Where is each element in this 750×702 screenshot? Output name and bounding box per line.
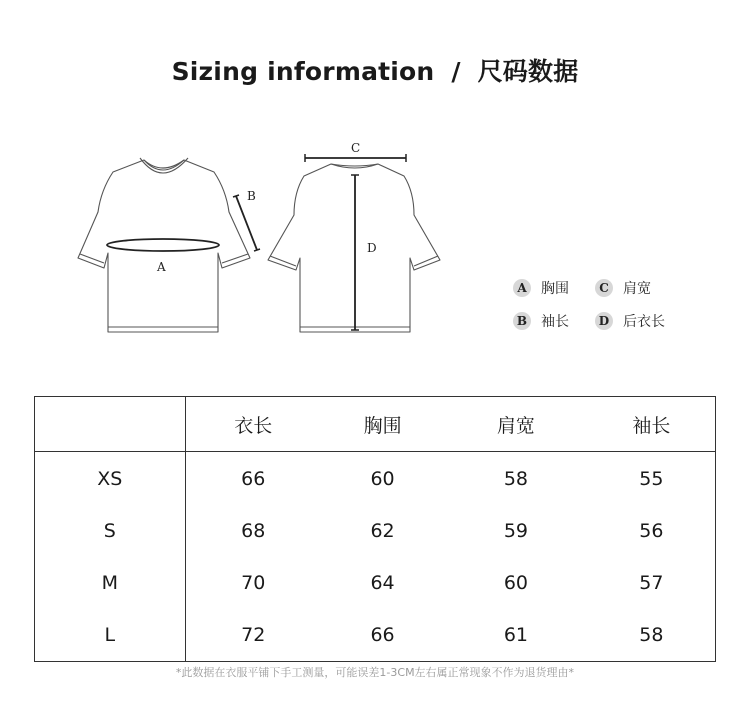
table-cell: 58 bbox=[639, 624, 664, 646]
marker-d: D bbox=[367, 241, 377, 255]
size-label-cell: L bbox=[35, 609, 186, 662]
legend-badge: B bbox=[513, 312, 531, 330]
legend-label: 后衣长 bbox=[623, 314, 665, 330]
legend-label: 肩宽 bbox=[623, 281, 651, 297]
table-row bbox=[35, 452, 716, 506]
table-header-cell bbox=[35, 397, 186, 452]
marker-b: B bbox=[247, 189, 256, 203]
size-label-cell: S bbox=[35, 505, 186, 557]
table-cell: 66 bbox=[370, 624, 395, 646]
table-row bbox=[35, 557, 716, 609]
size-table bbox=[34, 396, 716, 662]
legend-item bbox=[595, 278, 677, 298]
front-tshirt-outline bbox=[78, 160, 250, 332]
legend-item bbox=[513, 278, 595, 298]
table-cell: 70 bbox=[241, 572, 266, 594]
table-cell: 55 bbox=[639, 468, 664, 490]
legend-badge: A bbox=[513, 279, 531, 297]
table-row bbox=[35, 505, 716, 557]
legend-label: 胸围 bbox=[541, 281, 569, 297]
title-separator: / bbox=[451, 57, 461, 86]
table-cell: 57 bbox=[639, 572, 664, 594]
table-cell: 56 bbox=[639, 520, 664, 542]
legend-item bbox=[595, 311, 677, 331]
table-cell: 72 bbox=[241, 624, 266, 646]
legend-label: 袖长 bbox=[541, 314, 569, 330]
marker-c: C bbox=[351, 141, 361, 155]
table-cell: 68 bbox=[241, 520, 266, 542]
title-english: Sizing information bbox=[171, 57, 435, 86]
size-label-cell: XS bbox=[35, 452, 186, 506]
legend-badge: D bbox=[595, 312, 613, 330]
size-label-cell: M bbox=[35, 557, 186, 609]
table-cell: 64 bbox=[370, 572, 395, 594]
table-cell: 61 bbox=[503, 624, 529, 646]
table-header-cell: 袖长 bbox=[588, 397, 716, 452]
table-cell: 62 bbox=[370, 520, 395, 542]
page-title bbox=[0, 52, 750, 88]
table-row bbox=[35, 609, 716, 662]
legend-item bbox=[513, 311, 595, 331]
title-chinese: 尺码数据 bbox=[477, 57, 579, 86]
measurement-disclaimer: *此数据在衣服平铺下手工测量，可能误差1-3CM左右属正常现象不作为退货理由* bbox=[175, 666, 575, 679]
measurement-legend bbox=[513, 278, 677, 344]
back-tshirt-outline bbox=[268, 164, 440, 332]
table-cell: 66 bbox=[241, 468, 266, 490]
table-header-row bbox=[35, 397, 716, 452]
table-header-cell: 肩宽 bbox=[444, 397, 587, 452]
table-cell: 58 bbox=[503, 468, 529, 490]
table-header-cell: 胸围 bbox=[321, 397, 444, 452]
table-cell: 59 bbox=[503, 520, 529, 542]
legend-badge: C bbox=[595, 279, 613, 297]
marker-a: A bbox=[157, 260, 166, 274]
table-cell: 60 bbox=[503, 572, 529, 594]
table-cell: 60 bbox=[370, 468, 395, 490]
table-header-cell: 衣长 bbox=[185, 397, 321, 452]
